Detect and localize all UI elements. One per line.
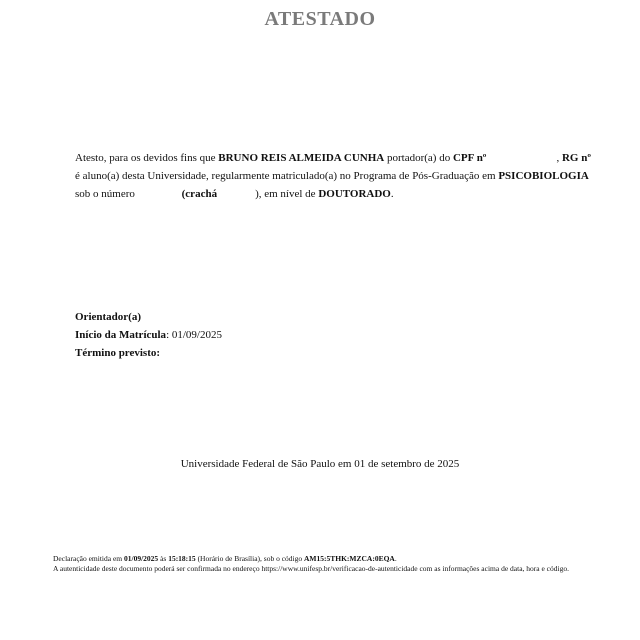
start-value: : 01/09/2025 [166, 329, 222, 341]
cracha-label: (crachá [181, 188, 218, 200]
cpf-label: CPF nº [452, 152, 487, 164]
student-name: BRUNO REIS ALMEIDA CUNHA [218, 152, 385, 164]
text: é aluno(a) desta Universidade, regularmente matriculado(a) no Programa de Pós-Graduação em [75, 170, 499, 182]
place-date: Universidade Federal de São Paulo em 01 de setembro de 2025 [180, 458, 460, 470]
verification-code: AM15:5THK:MZCA:0EQA [304, 554, 395, 563]
document-title: ATESTADO [264, 8, 376, 30]
issue-date: 01/09/2025 [124, 554, 159, 563]
text: Atesto, para os devidos fins que [75, 152, 219, 164]
text: . [390, 188, 394, 200]
issue-time: 15:18:15 [168, 554, 196, 563]
authenticity-note: A autenticidade deste documento poderá ser confirmada no endereço https://www.unifesp.br/verificacao-de-autenticidade com as informações acima de data, hora e código. [53, 564, 569, 573]
advisor-label: Orientador(a) [75, 311, 141, 323]
enrollment-fields [75, 308, 222, 362]
text: . [394, 554, 397, 563]
footer [53, 554, 623, 574]
start-label: Início da Matrícula [75, 329, 167, 341]
text: (Horário de Brasília), sob o código [195, 554, 304, 563]
level: DOUTORADO [318, 188, 391, 200]
text: às [158, 554, 169, 563]
text: Declaração emitida em [53, 554, 125, 563]
text: sob o número [75, 188, 138, 200]
rg-label: RG nº [561, 152, 591, 164]
end-label: Término previsto: [75, 347, 161, 359]
text: portador(a) do [384, 152, 453, 164]
text: ), em nível de [255, 188, 319, 200]
program-name: PSICOBIOLOGIA [498, 170, 589, 182]
attestation-paragraph [75, 149, 591, 203]
text: , [556, 152, 562, 164]
